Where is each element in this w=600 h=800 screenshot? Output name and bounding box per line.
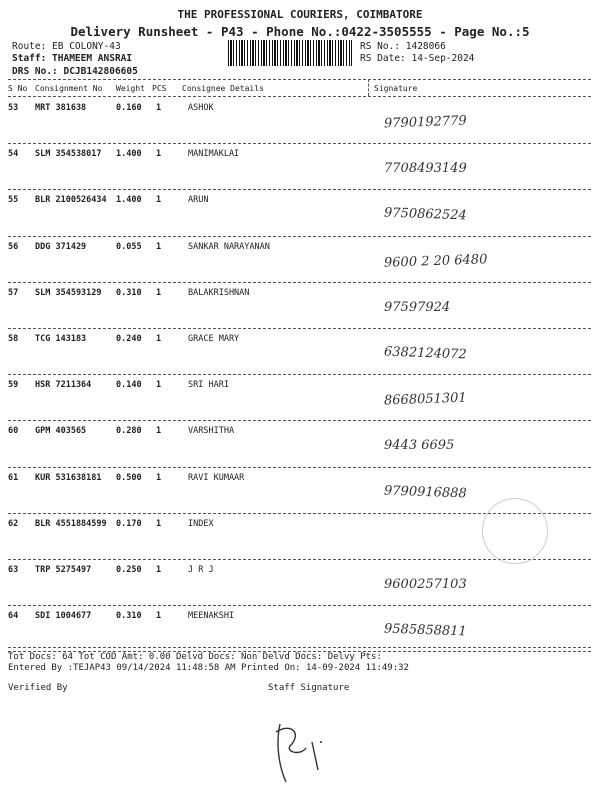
weight-value: 0.160 bbox=[116, 103, 142, 113]
handwritten-signature: 97597924 bbox=[384, 299, 451, 315]
weight-value: 0.500 bbox=[116, 472, 142, 483]
serial-number: 58 bbox=[8, 334, 19, 344]
pieces-count: 1 bbox=[156, 149, 162, 160]
consignment-number: DDG 371429 bbox=[35, 241, 87, 252]
handwritten-signature: 9600 2 20 6480 bbox=[383, 251, 488, 271]
handwritten-signature: 8668051301 bbox=[383, 390, 467, 409]
consignee-name: ARUN bbox=[188, 195, 209, 206]
weight-value: 0.280 bbox=[116, 426, 142, 437]
table-top-rule bbox=[8, 79, 591, 80]
staff-label: Staff: THAMEEM ANSRAI bbox=[12, 53, 133, 64]
row-divider bbox=[8, 374, 591, 375]
weight-value: 0.240 bbox=[116, 334, 142, 344]
handwritten-signature: 9790192779 bbox=[383, 113, 467, 132]
handwritten-signature: 9600257103 bbox=[384, 577, 467, 592]
weight-value: 0.140 bbox=[116, 380, 142, 391]
consignee-name: SANKAR NARAYANAN bbox=[188, 241, 270, 252]
runsheet-title: Delivery Runsheet - P43 - Phone No.:0422-3505555 - Page No.:5 bbox=[70, 24, 530, 39]
signature-column-divider bbox=[368, 79, 369, 96]
route-label: Route: EB COLONY-43 bbox=[12, 41, 121, 52]
handwritten-signature: 9585858811 bbox=[383, 621, 467, 640]
consignee-name: VARSHITHA bbox=[188, 426, 235, 437]
handwritten-signature: 7708493149 bbox=[384, 161, 467, 177]
pieces-count: 1 bbox=[156, 287, 162, 298]
footer-rule bbox=[8, 647, 591, 648]
row-divider bbox=[8, 236, 591, 237]
entered-by-line: Entered By :TEJAP43 09/14/2024 11:48:58 AM Printed On: 14-09-2024 11:49:32 bbox=[8, 663, 409, 673]
consignee-name: J R J bbox=[188, 565, 214, 575]
consignment-number: BLR 4551884599 bbox=[35, 518, 107, 529]
serial-number: 57 bbox=[8, 287, 19, 298]
pieces-count: 1 bbox=[156, 565, 162, 575]
pieces-count: 1 bbox=[156, 195, 162, 206]
consignee-name: MEENAKSHI bbox=[188, 611, 235, 622]
weight-value: 0.310 bbox=[116, 287, 142, 298]
pieces-count: 1 bbox=[156, 611, 162, 622]
barcode-image bbox=[228, 40, 352, 66]
staff-signature-scribble bbox=[262, 712, 342, 796]
rs-number: RS No.: 1428066 bbox=[360, 41, 446, 52]
consignee-name: BALAKRISHNAN bbox=[188, 287, 250, 298]
consignment-number: GPM 403565 bbox=[35, 426, 87, 437]
company-name: THE PROFESSIONAL COURIERS, COIMBATORE bbox=[177, 8, 423, 21]
serial-number: 60 bbox=[8, 426, 19, 437]
col-signature: Signature bbox=[374, 84, 418, 93]
col-consignee: Consignee Details bbox=[182, 84, 264, 93]
consignment-number: MRT 381638 bbox=[35, 103, 87, 113]
consignee-name: ASHOK bbox=[188, 103, 214, 113]
handwritten-signature: 9790916888 bbox=[383, 483, 467, 502]
weight-value: 0.250 bbox=[116, 565, 142, 575]
handwritten-signature: 9443 6695 bbox=[384, 438, 455, 454]
weight-value: 1.400 bbox=[116, 195, 142, 206]
verified-by-label: Verified By bbox=[8, 683, 68, 693]
row-divider bbox=[8, 143, 591, 144]
row-divider bbox=[8, 605, 591, 606]
handwritten-signature: 6382124072 bbox=[383, 344, 467, 363]
pieces-count: 1 bbox=[156, 380, 162, 391]
consignment-number: SLM 354593129 bbox=[35, 287, 102, 298]
serial-number: 55 bbox=[8, 195, 19, 206]
consignment-number: TRP 5275497 bbox=[35, 565, 92, 575]
totals-line: Tot Docs: 64 Tot COD Amt: 0.00 Delvd Docs: Non Delvd Docs: Delvy Pts: bbox=[8, 652, 382, 662]
weight-value: 1.400 bbox=[116, 149, 142, 160]
consignee-name: SRI HARI bbox=[188, 380, 229, 391]
drs-number: DRS No.: DCJB142806605 bbox=[12, 66, 138, 77]
pieces-count: 1 bbox=[156, 103, 162, 113]
consignee-name: MANIMAKLAI bbox=[188, 149, 240, 160]
serial-number: 53 bbox=[8, 103, 19, 113]
table-header-rule bbox=[8, 96, 591, 97]
pieces-count: 1 bbox=[156, 426, 162, 437]
serial-number: 54 bbox=[8, 149, 19, 160]
row-divider bbox=[8, 328, 591, 329]
row-divider bbox=[8, 189, 591, 190]
consignment-number: HSR 7211364 bbox=[35, 380, 92, 391]
serial-number: 56 bbox=[8, 241, 19, 252]
weight-value: 0.055 bbox=[116, 241, 142, 252]
serial-number: 62 bbox=[8, 518, 19, 529]
serial-number: 64 bbox=[8, 611, 19, 622]
pieces-count: 1 bbox=[156, 334, 162, 344]
consignment-number: KUR 531638181 bbox=[35, 472, 102, 483]
consignee-name: GRACE MARY bbox=[188, 334, 240, 344]
col-weight: Weight bbox=[116, 84, 145, 93]
serial-number: 63 bbox=[8, 565, 19, 575]
serial-number: 59 bbox=[8, 380, 19, 391]
pieces-count: 1 bbox=[156, 241, 162, 252]
col-sno: S No bbox=[8, 84, 28, 93]
staff-signature-label: Staff Signature bbox=[268, 683, 350, 693]
row-divider bbox=[8, 282, 591, 283]
col-pcs: PCS bbox=[152, 84, 167, 93]
consignment-number: BLR 2100526434 bbox=[35, 195, 107, 206]
consignee-name: RAVI KUMAAR bbox=[188, 472, 245, 483]
pieces-count: 1 bbox=[156, 472, 162, 483]
weight-value: 0.310 bbox=[116, 611, 142, 622]
handwritten-signature: 9750862524 bbox=[383, 205, 467, 224]
consignment-number: TCG 143183 bbox=[35, 334, 87, 344]
weight-value: 0.170 bbox=[116, 518, 142, 529]
serial-number: 61 bbox=[8, 472, 19, 483]
row-divider bbox=[8, 467, 591, 468]
col-consignment: Consignment No bbox=[35, 84, 103, 93]
consignee-name: INDEX bbox=[188, 518, 214, 529]
consignment-number: SLM 354538017 bbox=[35, 149, 102, 160]
courier-stamp bbox=[482, 498, 548, 564]
row-divider bbox=[8, 420, 591, 421]
rs-date: RS Date: 14-Sep-2024 bbox=[360, 53, 475, 64]
pieces-count: 1 bbox=[156, 518, 162, 529]
consignment-number: SDI 1004677 bbox=[35, 611, 92, 622]
